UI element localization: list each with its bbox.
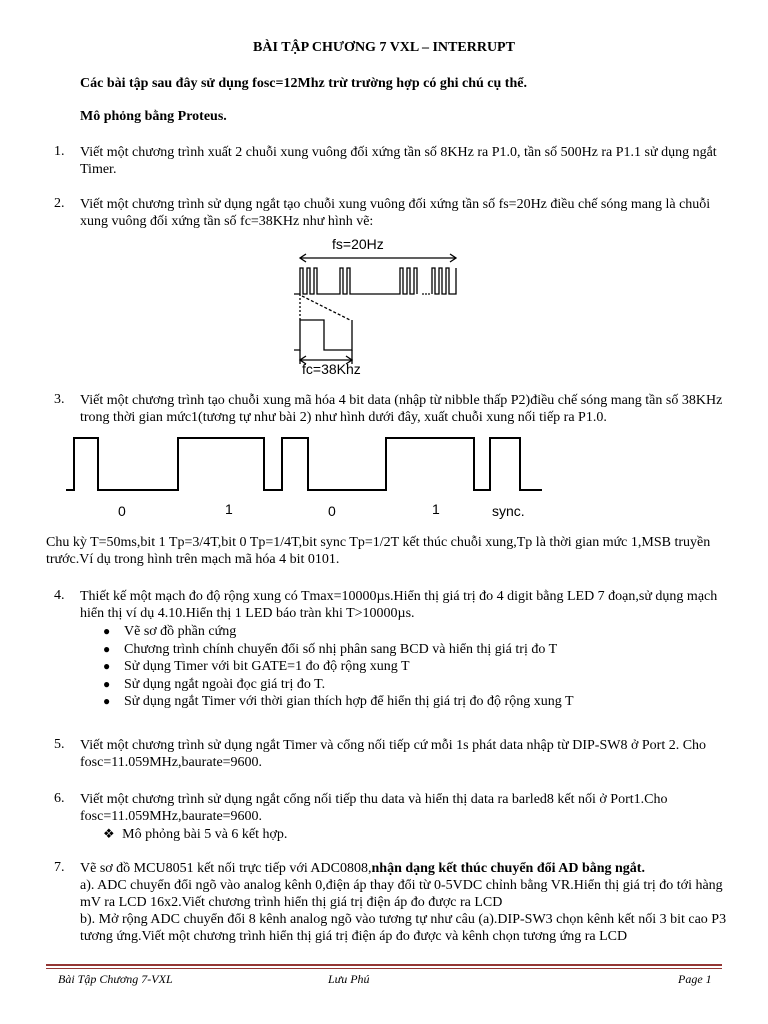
item7-part-b: b). Mở rộng ADC chuyển đổi 8 kênh analog ngõ vào tương tự như câu (a).DIP-SW3 chọn kênh kết nối 3 bit cao P3 tương ứng.Viết một chương trình hiển thị giá trị điện áp đo được và kênh chọn tương ứng ra LCD [80,912,727,944]
footer-center: Lưu Phú [328,972,370,986]
intro-text: Các bài tập sau đây sử dụng fosc=12Mhz trừ trường hợp có ghi chú cụ thể. [80,76,527,91]
carrier-waveform [294,320,352,350]
item-text: Viết một chương trình sử dụng ngắt tạo chuỗi xung vuông đối xứng tần số fs=20Hz điều chế sóng mang là chuỗi xung vuông đối xứng tần số fc=38KHz như hình vẽ: [80,197,711,229]
item-number: 3. [54,392,65,407]
list-item: ● Sử dụng Timer với bit GATE=1 đo độ rộng xung T [103,659,410,674]
encoding-description: Chu kỳ T=50ms,bit 1 Tp=3/4T,bit 0 Tp=1/4T,bit sync Tp=1/2T kết thúc chuỗi xung,Tp là thời gian mức 1,MSB truyền trước.Ví dụ trong hình trên mạch mã hóa 4 bit 0101. [46,535,711,567]
modulation-figure [280,232,480,380]
item-number: 5. [54,737,65,752]
bullet-icon: ● [103,659,111,673]
bit-label-1b: 1 [432,501,440,517]
modulated-waveform [294,268,417,294]
item-number: 4. [54,588,65,603]
item-text: Thiết kế một mạch đo độ rộng xung có Tmax=10000µs.Hiển thị giá trị đo 4 digit bằng LED 7 đoạn,sử dụng mạch hiển thị ví dụ 4.10.Hiển thị 1 LED báo tràn khi T>10000µs. [80,589,718,621]
footer-left: Bài Tập Chương 7-VXL [58,972,173,986]
item-number: 7. [54,860,65,875]
fc-label: fc=38Khz [302,361,361,377]
encoded-waveform [66,438,542,490]
footer-rule-thin [46,968,722,969]
bullet-icon: ● [103,624,111,638]
list-item: ● Chương trình chính chuyển đổi số nhị phân sang BCD và hiển thị giá trị đo T [103,641,558,657]
item-number: 6. [54,791,65,806]
item-text: Viết một chương trình sử dụng ngắt Timer và cổng nối tiếp cứ mỗi 1s phát data nhập từ DIP-SW8 ở Port 2. Cho fosc=11.059MHz,baurate=9600. [80,738,707,770]
page-title: BÀI TẬP CHƯƠNG 7 VXL – INTERRUPT [253,40,515,55]
page-number: Page 1 [678,972,712,986]
item-text: Viết một chương trình tạo chuỗi xung mã hóa 4 bit data (nhập từ nibble thấp P2)điều chế sóng mang tần số 38KHz trong thời gian mức1(tương tự như bài 2) như hình dưới đây, xuất chuỗi xung nối tiếp ra P1.0. [80,393,723,425]
item-text: Viết một chương trình xuất 2 chuỗi xung vuông đối xứng tần số 8KHz ra P1.0, tần số 500Hz ra P1.1 sử dụng ngắt Timer. [80,145,717,177]
list-item: ● Vẽ sơ đồ phần cứng [103,624,237,639]
item4-bullet-list [103,623,724,711]
bit-encoding-figure [60,430,580,530]
bit-label-0b: 0 [328,503,336,519]
fs-label: fs=20Hz [332,236,384,252]
simulation-note: Mô phỏng bằng Proteus. [80,109,227,124]
sync-label: sync. [492,503,525,519]
bit-label-1: 1 [225,501,233,517]
bullet-icon: ● [103,641,111,656]
footer-rule [46,964,722,966]
bit-label-0: 0 [118,503,126,519]
list-item: ● Sử dụng ngắt ngoài đọc giá trị đo T. [103,676,326,692]
bullet-icon: ● [103,676,111,691]
bullet-icon: ● [103,694,111,708]
item7-part-a: a). ADC chuyển đổi ngõ vào analog kênh 0,điện áp thay đổi từ 0-5VDC chỉnh bằng VR.Hiển thị giá trị đo tới hàng mV ra LCD 16x2.Viết chương trình hiển thị giá trị điện áp đo được ra LCD [80,878,723,910]
item-number: 1. [54,144,65,159]
item-text: Viết một chương trình sử dụng ngắt cổng nối tiếp thu data và hiển thị data ra barled8 kết nối ở Port1.Cho fosc=11.059MHz,baurate=9600. [80,792,668,824]
item-number: 2. [54,196,65,211]
list-item: ● Sử dụng ngắt Timer với thời gian thích hợp để hiển thị giá trị đo độ rộng xung T [103,694,574,709]
item6-note: ❖ Mô phỏng bài 5 và 6 kết hợp. [103,826,288,842]
item-text: Vẽ sơ đồ MCU8051 kết nối trực tiếp với ADC0808,nhận dạng kết thúc chuyển đổi AD bằng ngắt. a). ADC chuyển đổi ngõ vào analog kênh 0,điện áp thay đổi từ 0-5VDC chỉnh bằng VR.Hiển thị giá trị đo tới hàng mV ra LCD 16x2.Viết chương trình hiển thị giá trị điện áp đo được ra LCD b). Mở rộng ADC chuyển đổi 8 kênh analog ngõ vào tương tự như câu (a).DIP-SW3 chọn kênh kết nối 3 bit cao P3 tương ứng.Viết một chương trình hiển thị giá trị điện áp đo được và kênh chọn tương ứng ra LCD [80,860,730,945]
diamond-bullet-icon: ❖ [103,826,115,841]
